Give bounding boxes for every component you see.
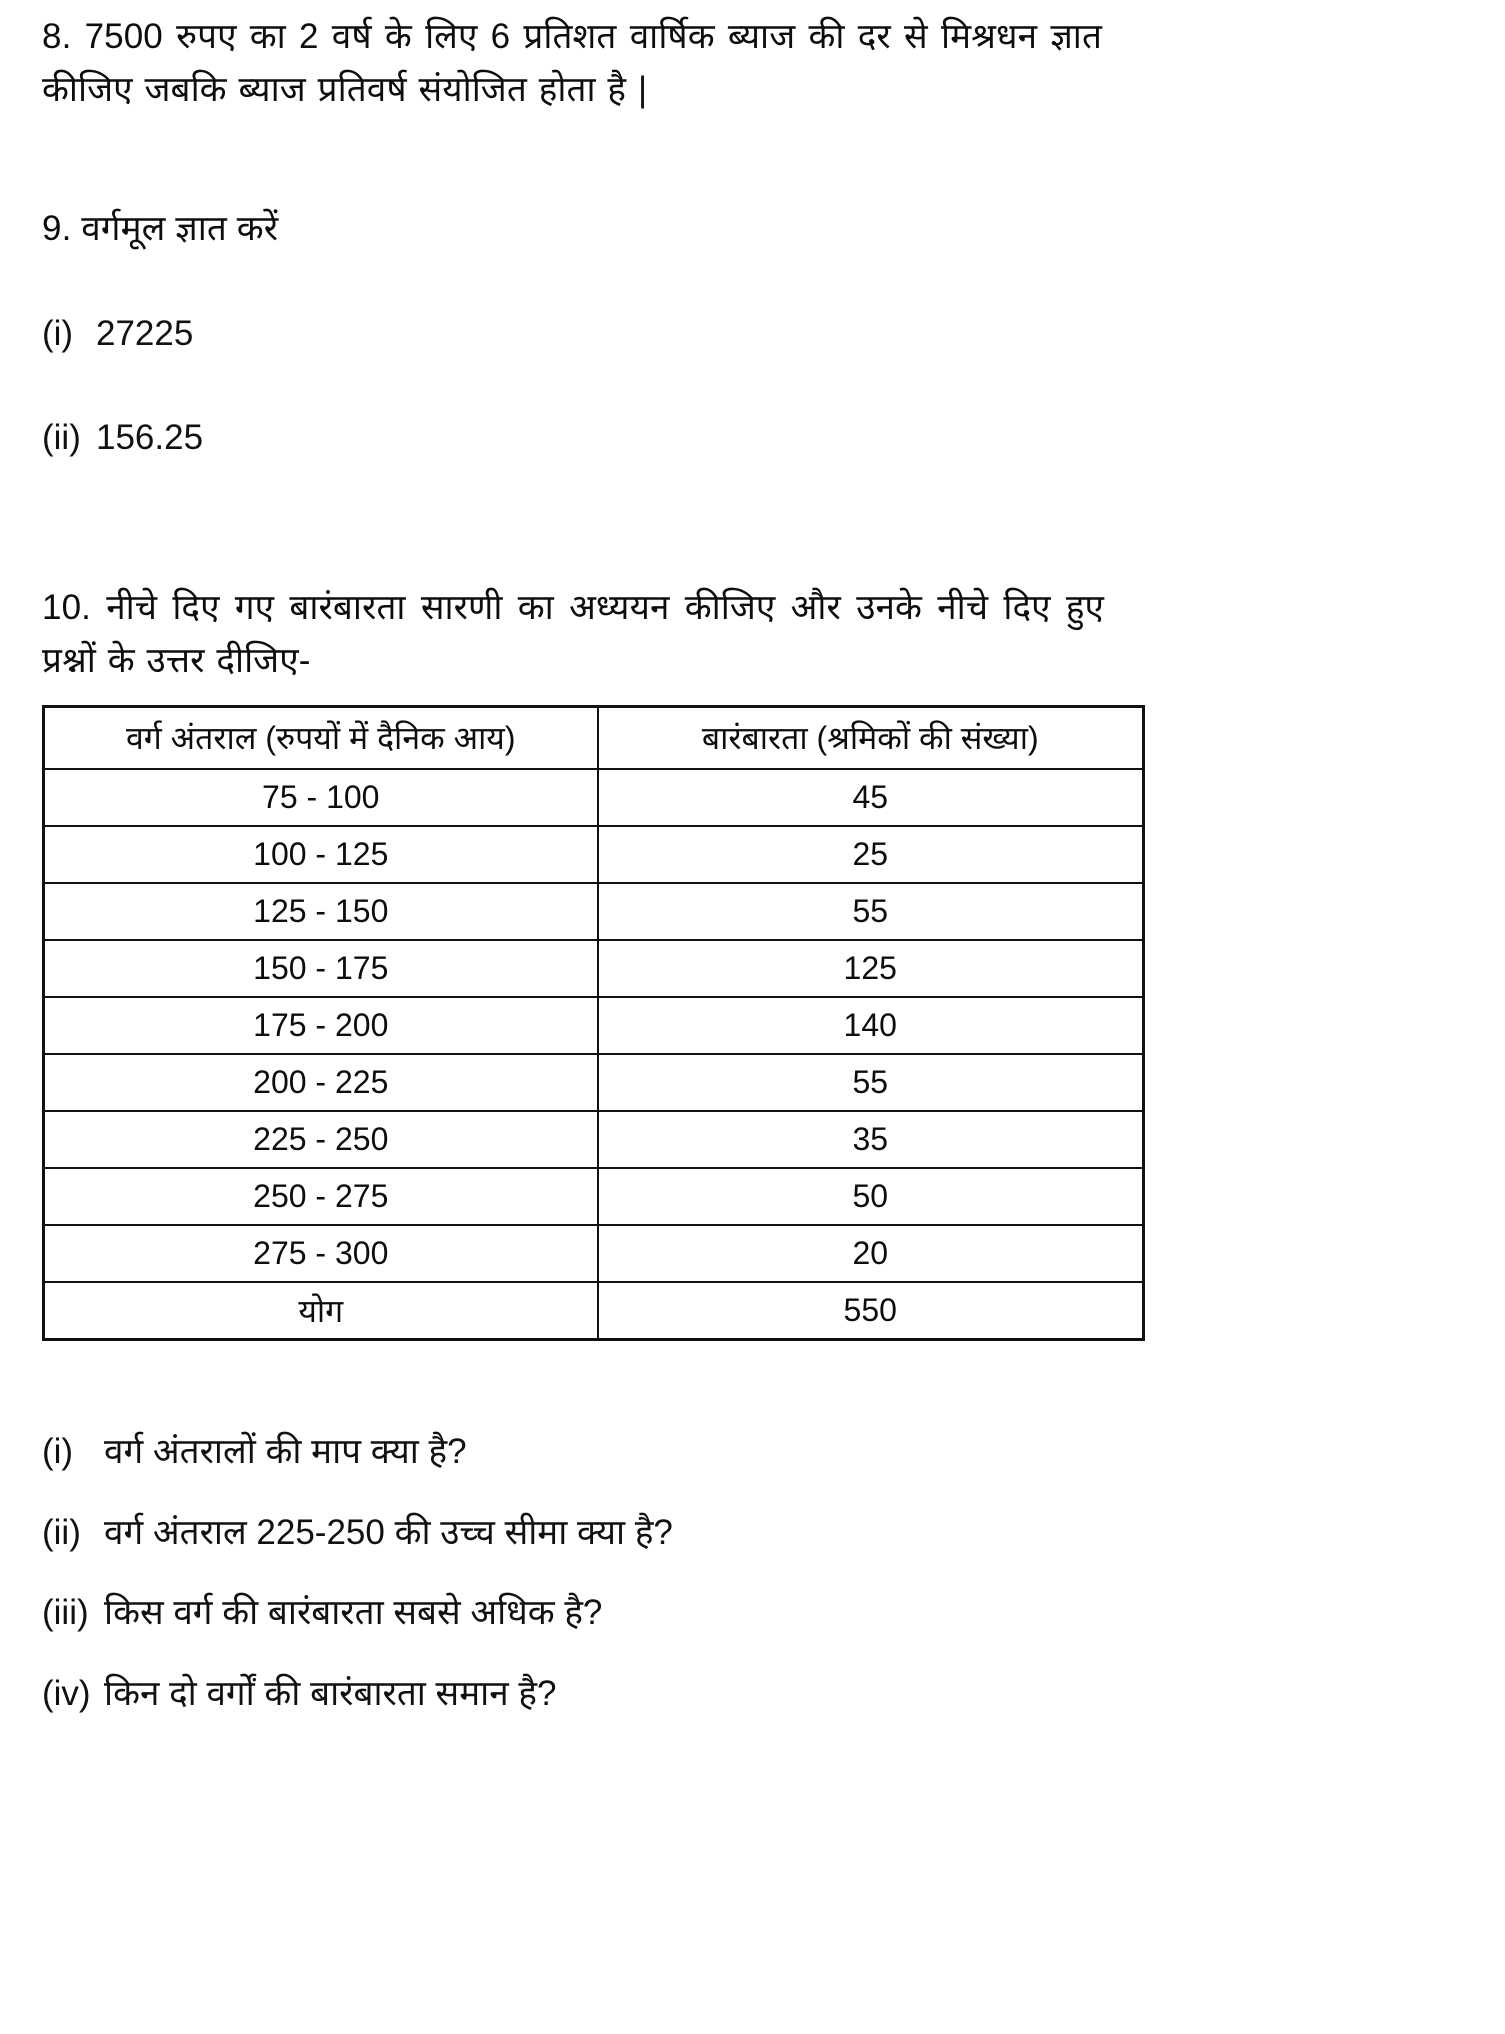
table-row bbox=[44, 1225, 1144, 1282]
cell-frequency: 55 bbox=[598, 1054, 1144, 1111]
table-row bbox=[44, 1168, 1144, 1225]
spacer bbox=[42, 256, 1455, 308]
cell-class-interval: 75 - 100 bbox=[44, 769, 598, 826]
spacer bbox=[42, 465, 1455, 551]
question-9-item-ii-value: 156.25 bbox=[96, 418, 204, 458]
question-9-item-i-value: 27225 bbox=[96, 313, 194, 353]
spacer bbox=[42, 116, 1455, 202]
question-9-item-i-marker: (i) bbox=[42, 313, 74, 353]
spacer bbox=[42, 360, 1455, 412]
cell-class-interval: 250 - 275 bbox=[44, 1168, 598, 1225]
question-10-intro: 10. नीचे दिए गए बारंबारता सारणी का अध्ययन कीजिए और उनके नीचे दिए हुए प्रश्नों के उत्तर दीजिए- bbox=[42, 587, 1104, 680]
table-row bbox=[44, 940, 1144, 997]
question-9-item-i bbox=[42, 308, 1455, 361]
cell-frequency: 55 bbox=[598, 883, 1144, 940]
sub-question-iii bbox=[42, 1588, 1455, 1639]
sub-question-iii-text: किस वर्ग की बारंबारता सबसे अधिक है? bbox=[104, 1593, 603, 1633]
sub-question-i-marker: (i) bbox=[42, 1431, 74, 1471]
cell-frequency: 35 bbox=[598, 1111, 1144, 1168]
question-8-text: 8. 7500 रुपए का 2 वर्ष के लिए 6 प्रतिशत वार्षिक ब्याज की दर से मिश्रधन ज्ञात कीजिए जबकि ब्याज प्रतिवर्ष संयोजित होता है | bbox=[42, 17, 1102, 110]
question-9-title: 9. वर्गमूल ज्ञात करें bbox=[42, 209, 279, 249]
cell-frequency: 50 bbox=[598, 1168, 1144, 1225]
cell-class-interval: 125 - 150 bbox=[44, 883, 598, 940]
sub-question-i bbox=[42, 1427, 1455, 1478]
cell-frequency: 140 bbox=[598, 997, 1144, 1054]
cell-class-interval: 100 - 125 bbox=[44, 826, 598, 883]
spacer bbox=[42, 551, 1455, 581]
table-row bbox=[44, 1111, 1144, 1168]
frequency-distribution-table bbox=[42, 705, 1145, 1341]
sub-question-i-text: वर्ग अंतरालों की माप क्या है? bbox=[104, 1431, 467, 1471]
question-10-sub-questions bbox=[42, 1427, 1455, 1720]
table-row bbox=[44, 883, 1144, 940]
table-header-class-interval: वर्ग अंतराल (रुपयों में दैनिक आय) bbox=[44, 706, 598, 769]
cell-frequency: 20 bbox=[598, 1225, 1144, 1282]
table-total-row bbox=[44, 1282, 1144, 1340]
sub-question-ii bbox=[42, 1508, 1455, 1559]
cell-class-interval: 225 - 250 bbox=[44, 1111, 598, 1168]
cell-total-label: योग bbox=[44, 1282, 598, 1340]
cell-frequency: 125 bbox=[598, 940, 1144, 997]
cell-frequency: 25 bbox=[598, 826, 1144, 883]
table-row bbox=[44, 826, 1144, 883]
sub-question-iv-marker: (iv) bbox=[42, 1674, 91, 1714]
cell-total-frequency: 550 bbox=[598, 1282, 1144, 1340]
cell-class-interval: 200 - 225 bbox=[44, 1054, 598, 1111]
question-9-item-ii-marker: (ii) bbox=[42, 418, 81, 458]
table-row bbox=[44, 769, 1144, 826]
sub-question-iv-text: किन दो वर्गों की बारंबारता समान है? bbox=[104, 1674, 557, 1714]
table-row bbox=[44, 997, 1144, 1054]
cell-frequency: 45 bbox=[598, 769, 1144, 826]
sub-question-ii-marker: (ii) bbox=[42, 1512, 81, 1552]
table-header-row bbox=[44, 706, 1144, 769]
cell-class-interval: 150 - 175 bbox=[44, 940, 598, 997]
sub-question-iii-marker: (iii) bbox=[42, 1593, 89, 1633]
cell-class-interval: 175 - 200 bbox=[44, 997, 598, 1054]
table-header-frequency: बारंबारता (श्रमिकों की संख्या) bbox=[598, 706, 1144, 769]
cell-class-interval: 275 - 300 bbox=[44, 1225, 598, 1282]
sub-question-iv bbox=[42, 1669, 1455, 1720]
table-row bbox=[44, 1054, 1144, 1111]
spacer bbox=[42, 1341, 1455, 1427]
sub-question-ii-text: वर्ग अंतराल 225-250 की उच्च सीमा क्या है? bbox=[104, 1512, 673, 1552]
question-9-item-ii bbox=[42, 412, 1455, 465]
